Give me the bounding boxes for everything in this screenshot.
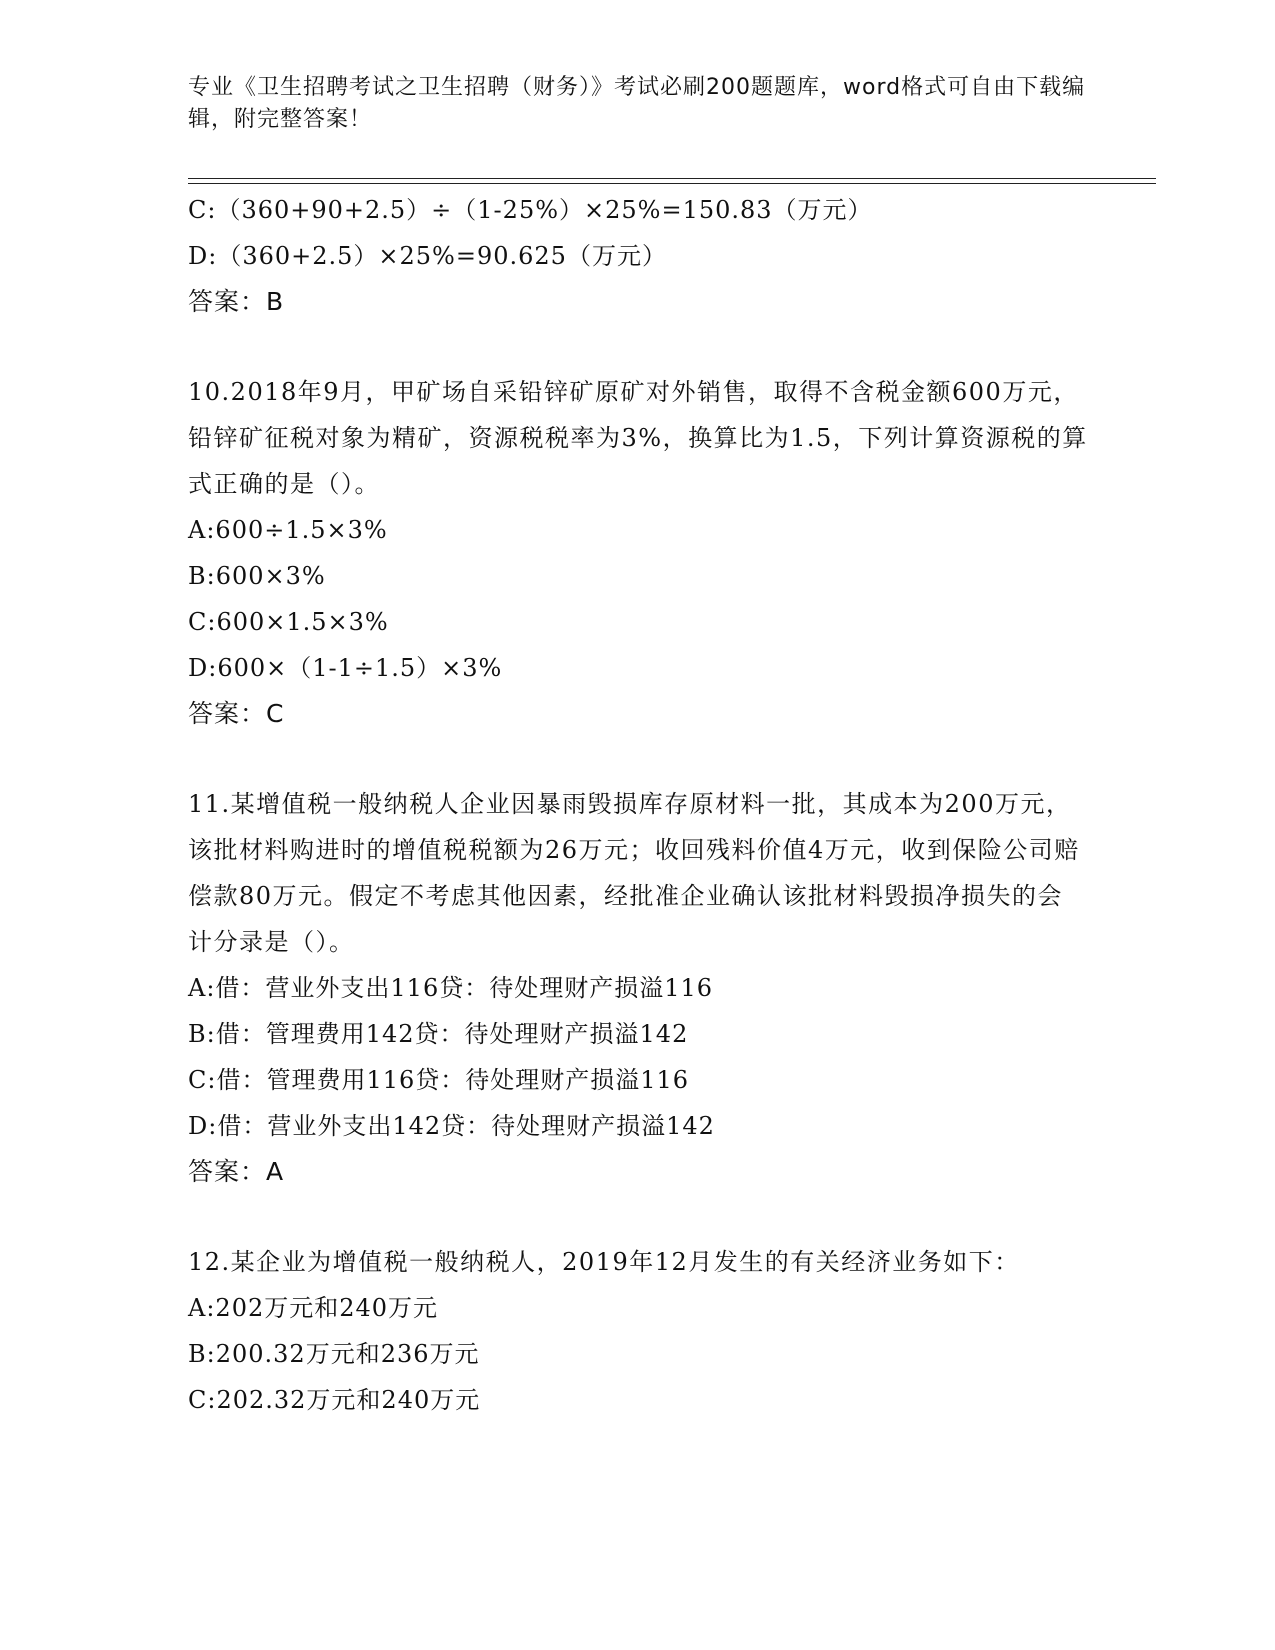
option-d: D:（360+2.5）×25%=90.625（万元） [188,242,667,270]
header-divider-top [188,178,1156,179]
spacer [188,325,1088,369]
option-a: A:600÷1.5×3% [188,516,388,544]
question-12-block [188,1239,1088,1423]
option-b: B:借：管理费用142贷：待处理财产损溢142 [188,1020,689,1048]
option-c: C:（360+90+2.5）÷（1-25%）×25%=150.83（万元） [188,196,873,224]
option-d: D:600×（1-1÷1.5）×3% [188,654,503,682]
answer-label: 答案：A [188,1157,285,1186]
spacer [188,737,1088,781]
question-10-block [188,369,1088,737]
answer-label: 答案：B [188,287,285,316]
option-a: A:202万元和240万元 [188,1294,439,1322]
option-b: B:600×3% [188,562,326,590]
question-text: 12.某企业为增值税一般纳税人，2019年12月发生的有关经济业务如下： [188,1248,1020,1276]
question-content [188,187,1088,1423]
question-text: 10.2018年9月，甲矿场自采铅锌矿原矿对外销售，取得不含税金额600万元，铅锌矿征税对象为精矿，资源税税率为3%，换算比为1.5，下列计算资源税的算式正确的是（）。 [188,378,1088,498]
prev-question-block [188,187,1088,325]
question-11-block [188,781,1088,1195]
option-a: A:借：营业外支出116贷：待处理财产损溢116 [188,974,714,1002]
header-divider-bottom [188,183,1156,184]
option-c: C:600×1.5×3% [188,608,389,636]
option-b: B:200.32万元和236万元 [188,1340,480,1368]
question-text: 11.某增值税一般纳税人企业因暴雨毁损库存原材料一批，其成本为200万元，该批材料购进时的增值税税额为26万元；收回残料价值4万元，收到保险公司赔偿款80万元。假定不考虑其他因素，经批准企业确认该批材料毁损净损失的会计分录是（）。 [188,790,1080,956]
answer-label: 答案：C [188,699,285,728]
option-c: C:借：管理费用116贷：待处理财产损溢116 [188,1066,690,1094]
spacer [188,1195,1088,1239]
option-d: D:借：营业外支出142贷：待处理财产损溢142 [188,1112,715,1140]
document-header: 专业《卫生招聘考试之卫生招聘（财务）》考试必刷200题题库，word格式可自由下载编辑，附完整答案！ [188,75,1086,132]
option-c: C:202.32万元和240万元 [188,1386,481,1414]
